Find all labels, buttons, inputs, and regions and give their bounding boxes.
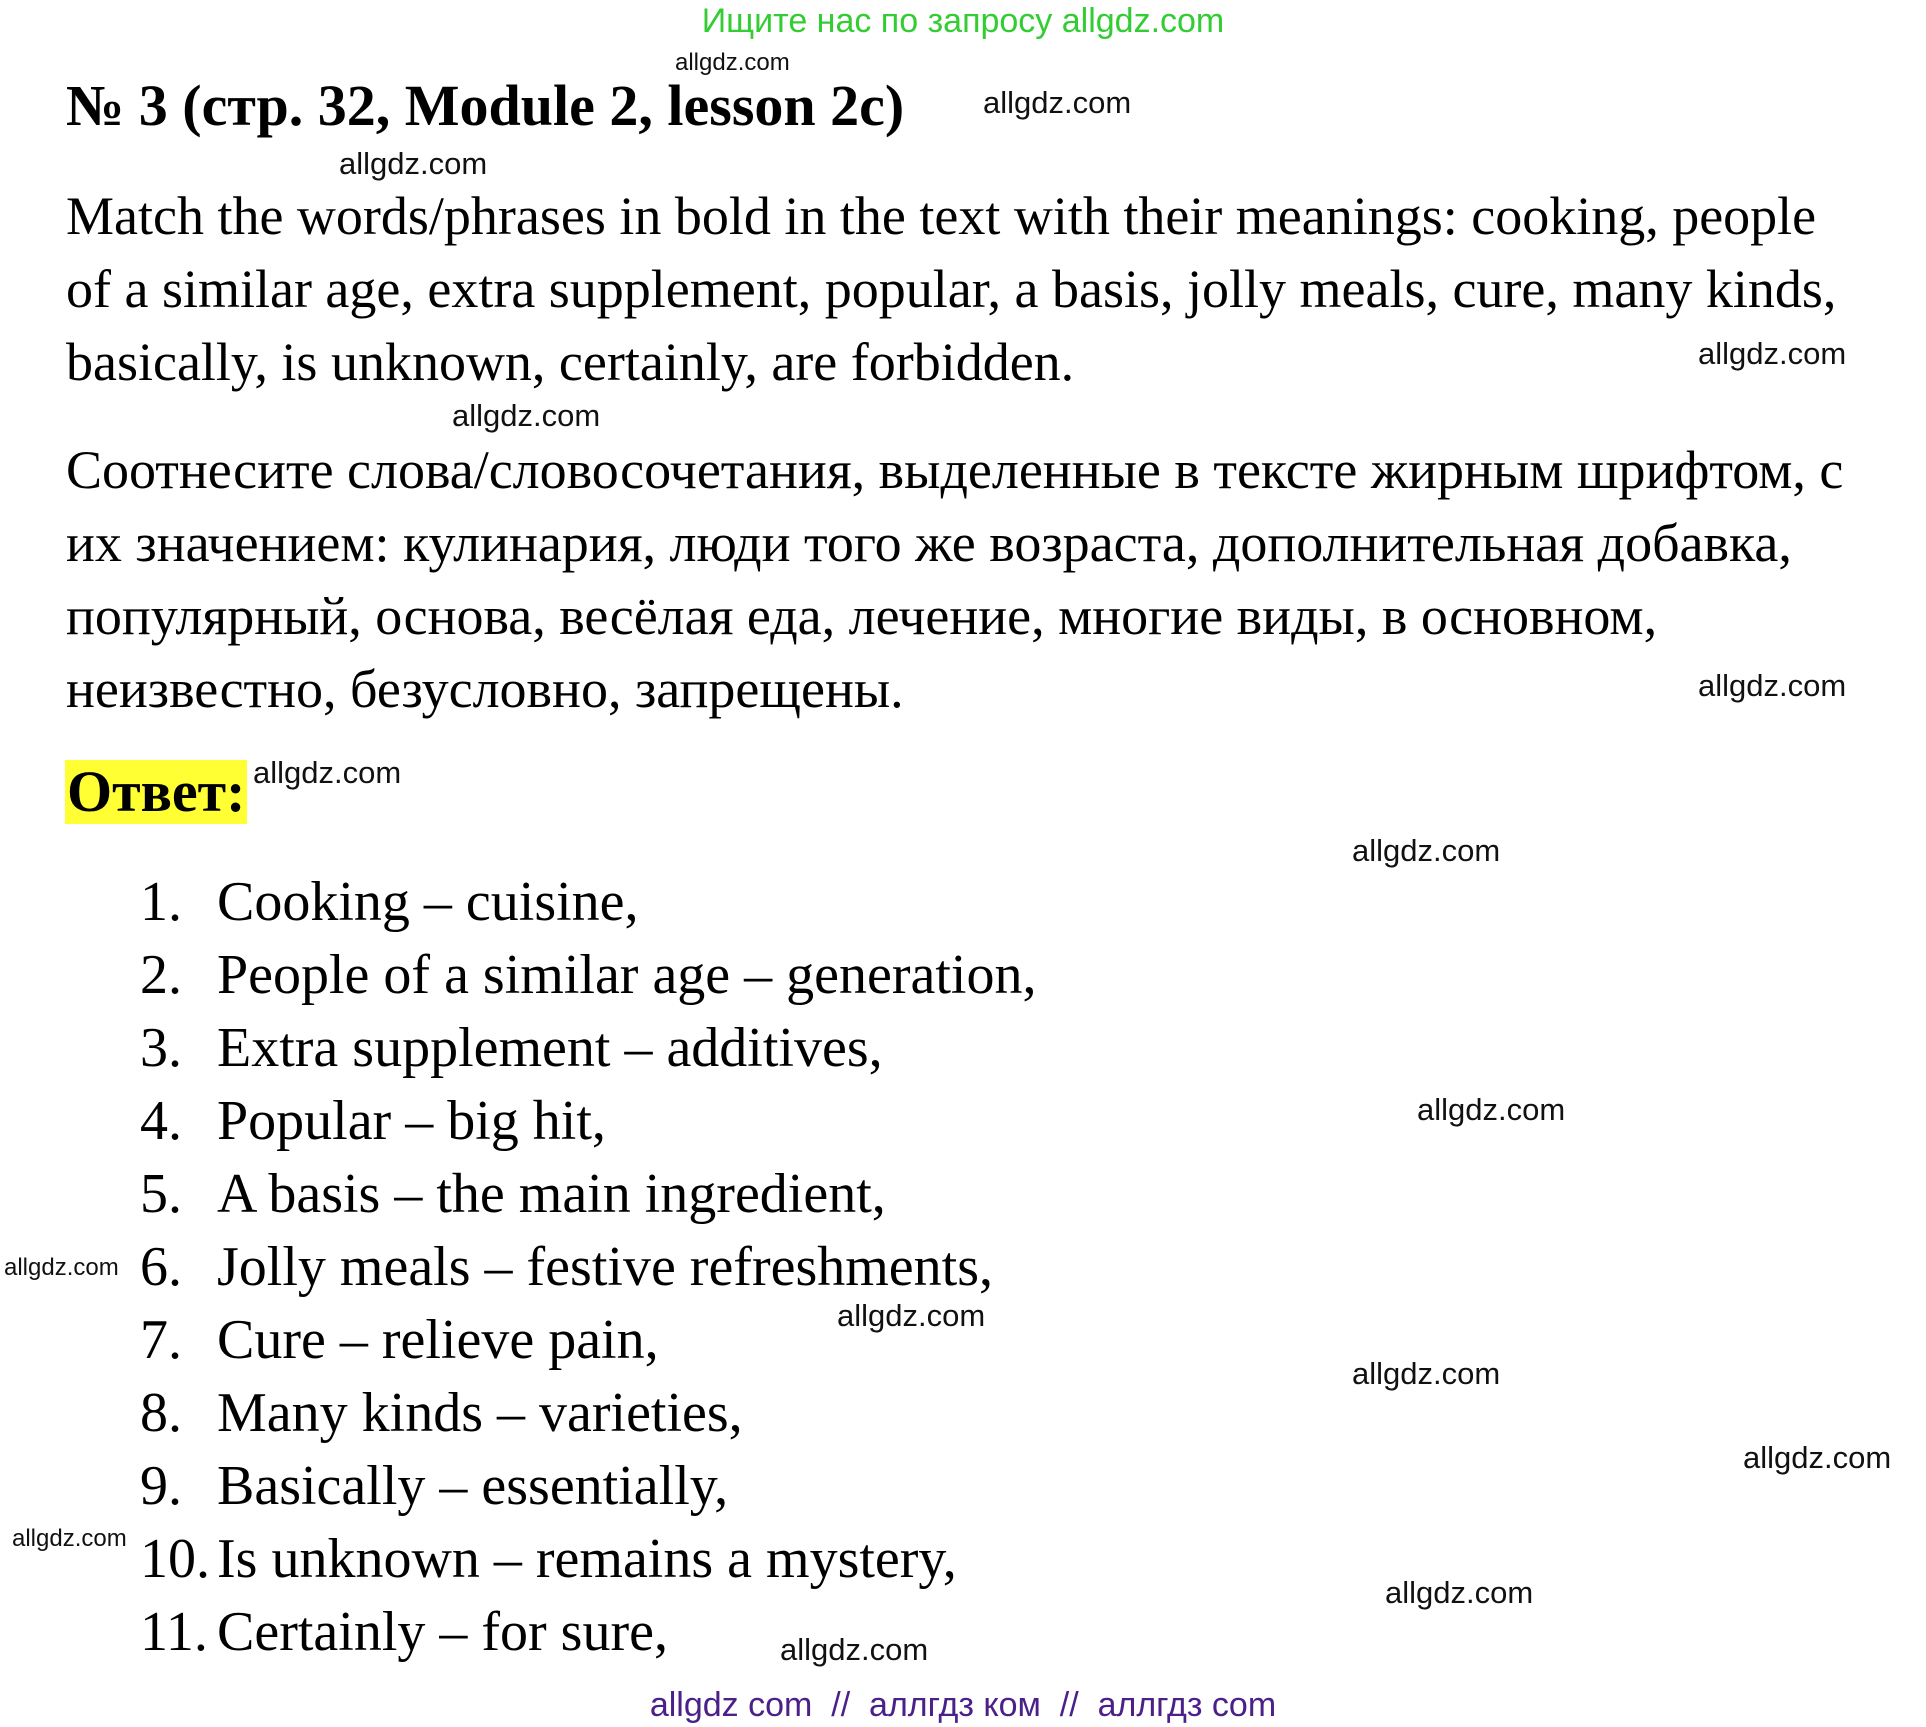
answer-text: Cure – relieve pain, — [217, 1309, 659, 1371]
answer-text: Popular – big hit, — [217, 1090, 606, 1152]
watermark: allgdz.com — [12, 1525, 127, 1552]
watermark: allgdz.com — [4, 1254, 119, 1281]
answer-item — [140, 1377, 1037, 1450]
bottom-site-banner: allgdz com // аллгдз ком // аллгдз com — [649, 1686, 1277, 1724]
answer-number: 8. — [140, 1382, 182, 1444]
watermark: allgdz.com — [1352, 1356, 1501, 1391]
task-text-english: Match the words/phrases in bold in the text with their meanings: cooking, people of a similar age, extra supplement, popular, a basis, jolly meals, cure, many kinds, basically, is unknown, certainly, are forbidden. — [66, 186, 1837, 392]
watermark: allgdz.com — [253, 755, 402, 790]
answer-item — [140, 1085, 1037, 1158]
watermark: allgdz.com — [1417, 1092, 1566, 1127]
watermark: allgdz.com — [837, 1298, 986, 1333]
answer-label: Ответ: — [67, 759, 246, 824]
top-search-banner: Ищите нас по запросу allgdz.com — [701, 2, 1225, 40]
exercise-title: № 3 (стр. 32, Module 2, lesson 2c) — [66, 73, 905, 138]
answer-text: Jolly meals – festive refreshments, — [217, 1236, 994, 1298]
answer-text: People of a similar age – generation, — [217, 944, 1037, 1006]
answer-number: 5. — [140, 1163, 182, 1225]
watermark: allgdz.com — [1743, 1440, 1892, 1475]
watermark: allgdz.com — [675, 49, 790, 76]
answer-number: 9. — [140, 1455, 182, 1517]
answer-item — [140, 1012, 1037, 1085]
answer-list — [140, 866, 1037, 1669]
answer-text: Cooking – cuisine, — [217, 871, 639, 933]
answer-item — [140, 939, 1037, 1012]
answer-text: Is unknown – remains a mystery, — [217, 1528, 957, 1590]
answer-number: 4. — [140, 1090, 182, 1152]
answer-text: Extra supplement – additives, — [217, 1017, 883, 1079]
answer-number: 1. — [140, 871, 182, 933]
answer-item — [140, 1523, 1037, 1596]
answer-number: 10. — [140, 1528, 210, 1590]
answer-text: Many kinds – varieties, — [217, 1382, 743, 1444]
answer-number: 3. — [140, 1017, 182, 1079]
task-text-russian: Соотнесите слова/словосочетания, выделенные в тексте жирным шрифтом, с их значением: кулинария, люди того же возраста, дополнительная добавка, популярный, основа, весёлая еда, лечение, многие виды, в основном, неизвестно, безусловно, запрещены. — [66, 440, 1844, 719]
watermark: allgdz.com — [983, 85, 1132, 120]
answer-text: Certainly – for sure, — [217, 1601, 668, 1663]
watermark: allgdz.com — [452, 398, 601, 433]
answer-item — [140, 1231, 1037, 1304]
watermark: allgdz.com — [780, 1632, 929, 1667]
answer-number: 7. — [140, 1309, 182, 1371]
watermark: allgdz.com — [1352, 833, 1501, 868]
watermark: allgdz.com — [1698, 668, 1847, 703]
answer-number: 6. — [140, 1236, 182, 1298]
answer-number: 2. — [140, 944, 182, 1006]
answer-item — [140, 1158, 1037, 1231]
watermark: allgdz.com — [1385, 1575, 1534, 1610]
answer-text: Basically – essentially, — [217, 1455, 729, 1517]
answer-item — [140, 866, 1037, 939]
watermark: allgdz.com — [1698, 336, 1847, 371]
answer-number: 11. — [140, 1601, 208, 1663]
answer-text: A basis – the main ingredient, — [217, 1163, 886, 1225]
answer-item — [140, 1450, 1037, 1523]
watermark: allgdz.com — [339, 146, 488, 181]
